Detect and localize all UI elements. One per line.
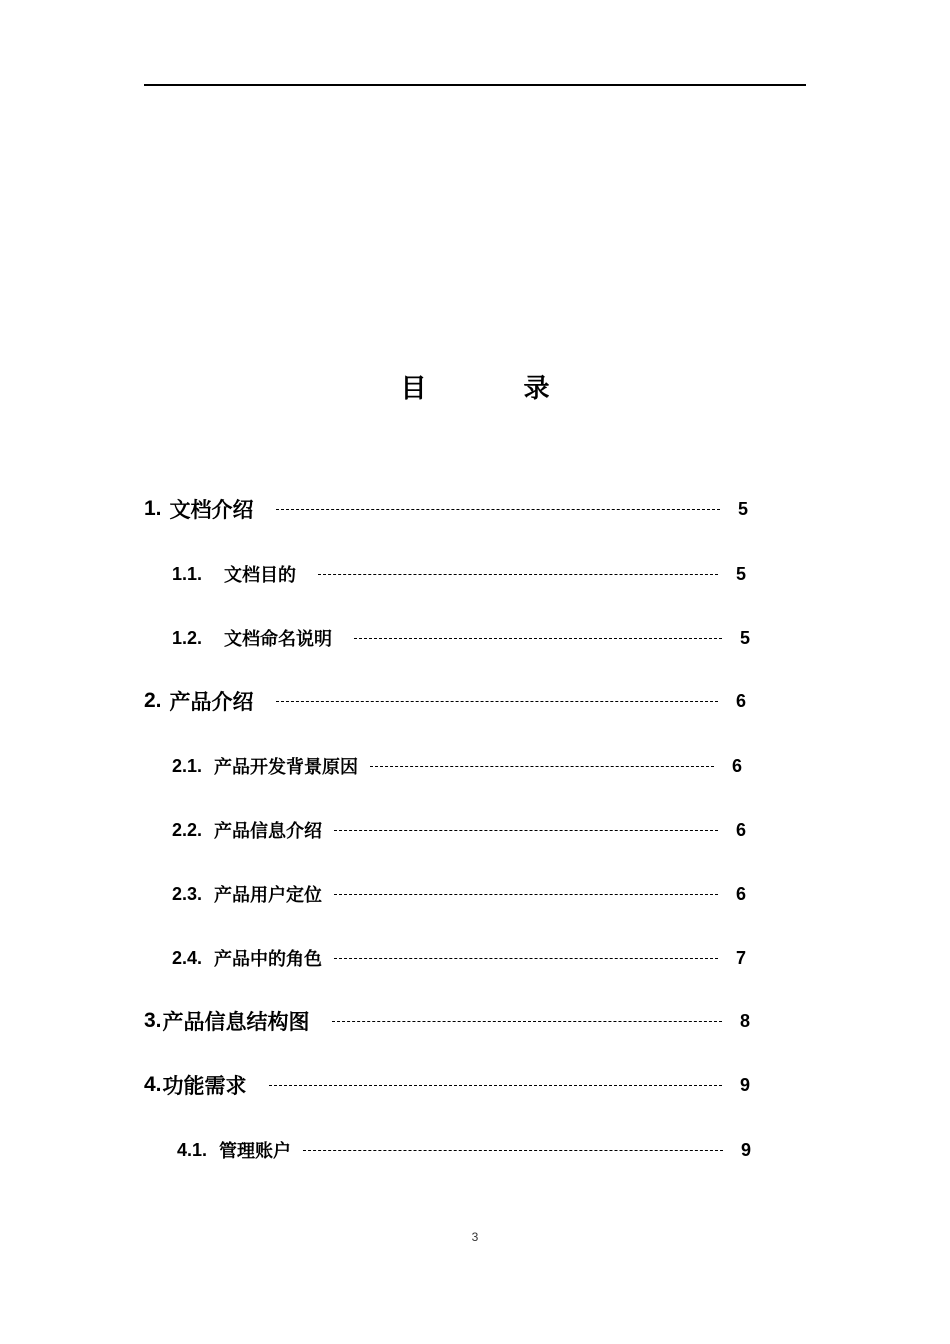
toc-entry-number: 2. <box>144 689 162 712</box>
toc-entry-text: 产品中的角色 <box>214 949 323 970</box>
toc-entry-text: 产品开发背景原因 <box>214 757 359 778</box>
header-rule <box>144 84 806 86</box>
toc-dot-leader <box>276 701 718 702</box>
toc-entry-page: 6 <box>735 690 746 711</box>
toc-entry-number: 2.3. <box>172 883 203 904</box>
toc-entry-text: 文档目的 <box>224 565 297 586</box>
toc-entry-number: 1. <box>144 497 162 520</box>
toc-entry-number: 3. <box>144 1009 162 1032</box>
toc-entry-page: 5 <box>735 563 746 584</box>
toc-entry-text: 产品介绍 <box>169 690 254 714</box>
toc-entry-page: 6 <box>735 819 746 840</box>
toc-entry-page: 8 <box>739 1010 750 1031</box>
toc-entry-number: 2.4. <box>172 947 203 968</box>
toc-dot-leader <box>334 894 718 895</box>
toc-entry-number: 4. <box>144 1073 162 1096</box>
toc-entry-number: 1.2. <box>172 627 203 648</box>
toc-entry-text: 功能需求 <box>162 1074 247 1098</box>
toc-dot-leader <box>332 1021 722 1022</box>
toc-entry-2[interactable] <box>144 685 750 717</box>
toc-entry-text: 文档命名说明 <box>224 629 333 650</box>
toc-entry-label <box>172 881 322 907</box>
toc-entry-page: 7 <box>735 947 746 968</box>
toc-entry-label <box>144 686 254 716</box>
toc-entry-label <box>172 945 322 971</box>
toc-dot-leader <box>370 766 714 767</box>
toc-entry-label <box>172 561 296 587</box>
toc-entry-1-2[interactable] <box>172 622 754 654</box>
toc-entry-number: 1.1. <box>172 563 203 584</box>
toc-entry-text: 管理账户 <box>219 1141 292 1162</box>
toc-entry-number: 2.1. <box>172 755 203 776</box>
toc-dot-leader <box>334 958 718 959</box>
toc-entry-label <box>177 1137 291 1163</box>
toc-entry-2-4[interactable] <box>172 942 750 974</box>
toc-dot-leader <box>318 574 718 575</box>
toc-entry-text: 产品用户定位 <box>214 885 323 906</box>
toc-entry-text: 产品信息介绍 <box>214 821 323 842</box>
toc-entry-4[interactable] <box>144 1069 754 1101</box>
toc-dot-leader <box>269 1085 722 1086</box>
toc-title: 目 录 <box>400 374 594 404</box>
toc-dot-leader <box>354 638 722 639</box>
toc-entry-2-1[interactable] <box>172 750 746 782</box>
toc-entry-label <box>144 1070 247 1100</box>
toc-dot-leader <box>303 1150 723 1151</box>
toc-entry-4-1[interactable] <box>177 1134 755 1166</box>
toc-entry-number: 2.2. <box>172 819 203 840</box>
toc-dot-leader <box>334 830 718 831</box>
toc-entry-1-1[interactable] <box>172 558 750 590</box>
toc-entry-label <box>144 1006 310 1036</box>
toc-entry-page: 9 <box>739 1074 750 1095</box>
toc-entry-label <box>172 753 358 779</box>
toc-entry-3[interactable] <box>144 1005 754 1037</box>
toc-entry-label <box>172 817 322 843</box>
toc-entry-label <box>172 625 332 651</box>
toc-entry-text: 产品信息结构图 <box>162 1010 310 1034</box>
toc-dot-leader <box>276 509 720 510</box>
page-number: 3 <box>471 1230 479 1244</box>
toc-entry-page: 9 <box>740 1139 751 1160</box>
toc-entry-number: 4.1. <box>177 1139 208 1160</box>
toc-entry-page: 6 <box>735 883 746 904</box>
toc-entry-page: 6 <box>731 755 742 776</box>
toc-entry-2-2[interactable] <box>172 814 750 846</box>
toc-entry-label <box>144 494 254 524</box>
toc-entry-page: 5 <box>737 498 748 519</box>
toc-entry-text: 文档介绍 <box>169 498 254 522</box>
toc-entry-1[interactable] <box>144 493 752 525</box>
toc-entry-2-3[interactable] <box>172 878 750 910</box>
toc-entry-page: 5 <box>739 627 750 648</box>
